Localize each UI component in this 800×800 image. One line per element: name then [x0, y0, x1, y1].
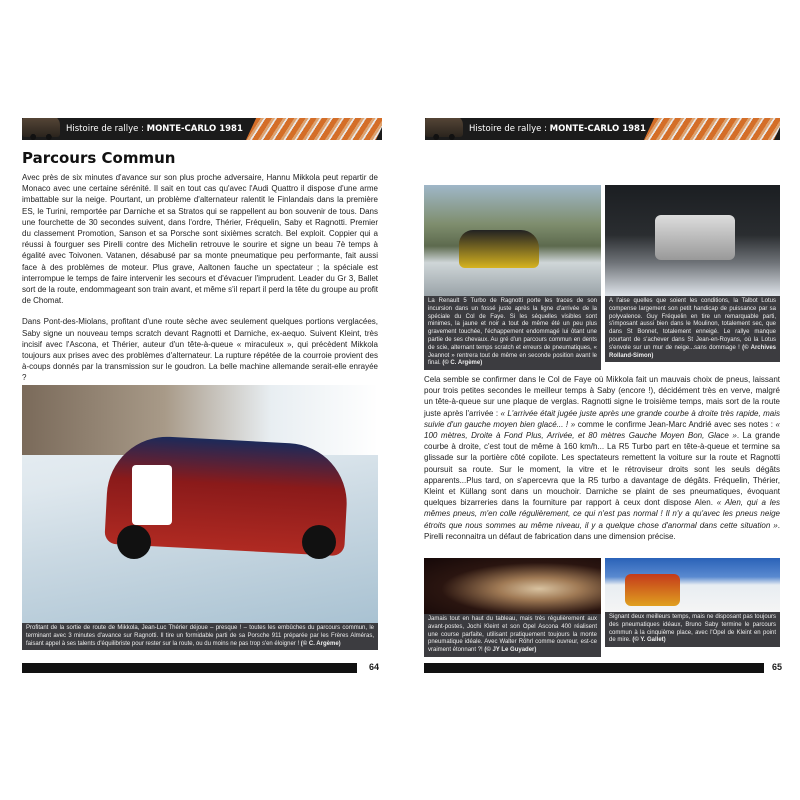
text: comme le confirme Jean-Marc Andrié avec ses notes :	[575, 419, 776, 429]
paragraph: Avec près de six minutes d'avance sur son plus proche adversaire, Hannu Mikkola peut repartir de Monaco avec une certaine sérénité. Il sait en tout cas qu'avec l'Audi Quattro il dispose d'une arme imbattable sur la neige. Pourtant, un problème d'alternateur ralentit le Finlandais dans la première ES, le Turini, remportée par Darniche et sa Stratos qui se rappellent au bon souvenir de tous. Dans une fourchette de 30 secondes suivent, dans l'ordre, Thérier, Fréquelin, Saby et Ragnotti. Premier du classement Promotion, Sanson et sa Porsche sont sixièmes scratch. Bel exploit. Coppier qui a réussi à fourguer ses Pirelli contre des Michelin retrouve le sourire et signe un beau 7è temps à égalité avec Toivonen. Vatanen, désabusé par sa monte pneumatique peu performante, fait aussi face à des problèmes de moteur. Plus grave, Aaltonen fauche un spectateur ; la spéciale est interrompue le temps de faire intervenir les secours et d'évacuer l'imprudent. Leader du Gr 3, Ballet sort de la route, endommageant son train avant, et même s'il repart il perd la tête du groupe au profit de Chomat.	[22, 173, 378, 306]
page-title: Parcours Commun	[22, 149, 176, 167]
page-number: 64	[369, 662, 380, 672]
photo-credit: (© Y. Gallet)	[632, 637, 666, 644]
porsche-photo	[22, 385, 378, 623]
text: . Pirelli reconnaitra un défaut de fabrication dans une dimension précise.	[424, 520, 780, 541]
photo-credit: (© C. Argème)	[442, 360, 483, 367]
quote: « 100 mètres, Droite à Fond Plus, Arrivée, et 80 mètres Gauche Moyen Bon, Glace »	[424, 419, 780, 441]
caption-text: Profitant de la sortie de route de Mikkola, Jean-Luc Thérier déjoue – presque ! – toutes les embûches du parcours commun, le terminant avec 3 minutes d'avance sur Ragnotti. Il tire un formidable parti de sa Porsche 911 préparée par les Frères Alméras, faisant appel à ses talents d'équilibriste pour rester sur la route, ou du moins ne pas trop s'en éloigner !	[26, 625, 374, 647]
quote: « Alen, qui a les mêmes pneus, m'en colle régulièrement, ce qui n'est pas normal ! Il n'y a qu'avec les pneus neige étroits que nous sommes au même niveau, il y a quelque chose d'anormal dans cette situation »	[424, 498, 780, 530]
header-title: MONTE-CARLO 1981	[549, 124, 646, 134]
caption-saby	[605, 612, 780, 647]
caption-text: La Renault 5 Turbo de Ragnotti porte les traces de son incursion dans un fossé juste après la ligne d'arrivée de la spéciale du Col de Faye. Si les séquelles visibles sont minimes, la jaune et noir a tout de même été un peu plus gravement touchée, l'échappement endommagé lui ôtant une partie de ses chevaux. Au gré d'un parcours commun en dents de scie, alternant temps scratch et erreurs de pneumatiques, « Jeannot » rentrera tout de même en seconde position avant le final.	[428, 298, 597, 367]
renault5-photo	[424, 185, 601, 296]
page-number: 65	[772, 662, 783, 672]
caption-text: A l'aise quelles que soient les conditions, la Talbot Lotus compense largement son petit handicap de puissance par sa polyvalence. Guy Fréquelin en tire un remarquable parti, s'imposant aussi bien dans le Moulinon, totalement sec, que dans St Bonnet, totalement enneigé. Le rallye manque pourtant de s'achever dans St Jean-en-Royans, où la Lotus s'envole sur un mur de neige...sans dommage !	[609, 298, 776, 351]
caption-talbot	[605, 296, 780, 362]
text: Cela semble se confirmer dans le Col de Faye où Mikkola fait un mauvais choix de pneus, laissant pour trois petites secondes le meilleur temps à Saby (encore !), décidément très en verve, malgré un tête-à-queue sur une plaque de verglas. Ragnotti signe le troisième temps, mais sort de la route juste après l'arrivée :	[424, 375, 780, 418]
paragraph: Dans Pont-des-Miolans, profitant d'une route sèche avec seulement quelques portions verglacées, Saby signe un nouveau temps scratch devant Ragnotti et Darniche, ex-aequo. Suivent Kleint, très incisif avec l'Ascona, et Thérier, auteur d'un tête-à-queue « miraculeux », qui précèdent Mikkola toujours aux prises avec des problèmes d'alternateur. La rupture répétée de la courroie provient des à-coups donnés par la transmission sur le goudron. La belle machine allemande serait-elle enrayée ?	[22, 317, 378, 383]
footer-bar	[22, 663, 357, 673]
tyre-track-decoration	[244, 118, 382, 140]
footer-bar	[424, 663, 764, 673]
header-prefix: Histoire de rallye :	[66, 124, 147, 134]
left-header-band	[22, 118, 382, 140]
header-prefix: Histoire de rallye :	[469, 124, 550, 134]
rally-car-icon	[22, 118, 60, 137]
quote: « L'arrivée était jugée juste après une grande courbe à droite très rapide, mais suivie d'un gauche moyen bien glacé... ! »	[424, 408, 781, 429]
talbot-lotus-photo	[605, 185, 780, 296]
caption-ascona	[424, 614, 601, 657]
caption-text: Jamais tout en haut du tableau, mais très régulièrement aux avant-postes, Jochi Kleint et son Opel Ascona 400 réalisent une course parfaite, utilisant pratiquement toujours la monte pneumatique idéale. Avec Walter Röhrl comme ouvreur, est-ce vraiment étonnant ?!	[428, 616, 597, 654]
caption-text: Signant deux meilleurs temps, mais ne disposant pas toujours des pneumatiques idéaux, Bruno Saby termine le parcours commun à la cinquième place, avec l'Opel de Kleint en point de mire.	[609, 614, 776, 644]
caption-renault5	[424, 296, 601, 370]
photo-credit: (© Archives Rolland-Simon)	[609, 344, 776, 359]
tyre-track-decoration	[642, 118, 780, 140]
right-article	[424, 374, 780, 542]
opel-ascona-photo	[424, 558, 601, 614]
saby-photo	[605, 558, 780, 612]
left-photo-caption	[22, 623, 378, 650]
photo-credit: (© JY Le Guyader)	[484, 647, 537, 654]
right-header-band	[425, 118, 780, 140]
rally-car-icon	[425, 118, 463, 137]
left-article	[22, 172, 378, 384]
photo-credit: (© C. Argème)	[300, 640, 341, 647]
header-title: MONTE-CARLO 1981	[146, 124, 243, 134]
text: . La grande courbe à droite, c'est tout de même à 160 km/h... La R5 Turbo part en tête-à-queue et termine sa glissade sur la portière côté copilote. Les spectateurs remettent la voiture sur la route et Ragnotti poursuit sa route. Sur le moment, la vitre et le rétroviseur droits sont les seuls dégâts apparents...Plus tard, on s'apercevra que la R5 turbo a davantage de dégâts. Fréquelin, Thérier, Kleint et Küllang sont dans un mouchoir. Darniche se plaint de ses pneumatiques, évoquant quelques bizarreries dans la fourniture par rapport à ceux dont dispose Alen.	[424, 431, 780, 508]
